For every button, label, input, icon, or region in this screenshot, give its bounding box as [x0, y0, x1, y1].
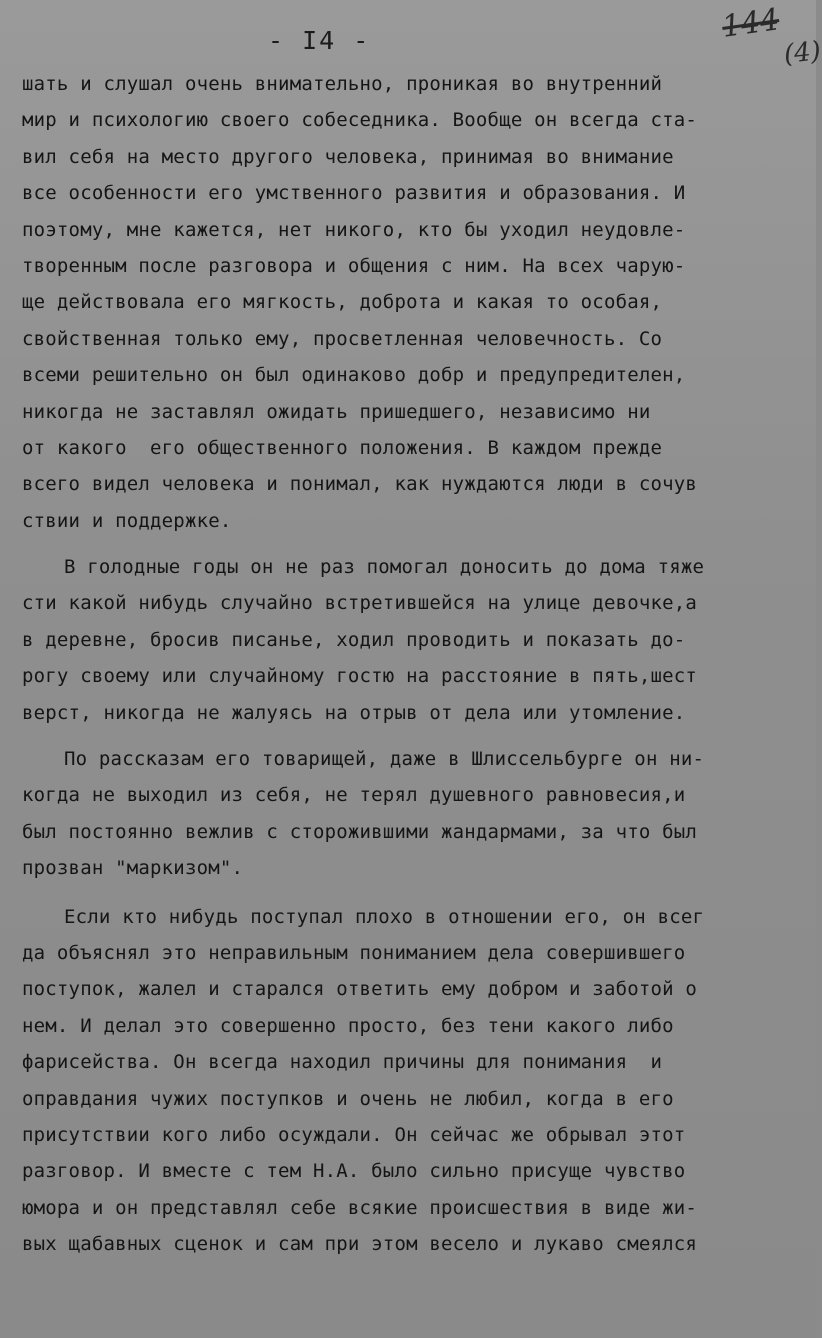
text-line: когда не выходил из себя, не терял душевного равновесия,и — [22, 784, 686, 807]
text-line: оправдания чужих поступков и очень не любил, когда в его — [22, 1087, 674, 1110]
text-line: да объяснял это неправильным пониманием дела совершившего — [22, 941, 686, 964]
text-line: фарисейства. Он всегда находил причины для понимания и — [22, 1051, 663, 1074]
text-line: вил себя на место другого человека, принимая во внимание — [22, 145, 674, 168]
paragraph — [22, 66, 802, 539]
text-line: творенным после разговора и общения с ним. На всех чарую- — [22, 254, 686, 277]
paragraph — [22, 741, 802, 887]
text-line: поступок, жалел и старался ответить ему добром и заботой о — [22, 978, 698, 1001]
archive-folio-mark: 144 — [719, 2, 782, 45]
text-line: никогда не заставлял ожидать пришедшего, независимо ни — [22, 400, 651, 423]
text-line: в деревне, бросив писанье, ходил проводить и показать до- — [22, 628, 686, 651]
paragraph — [22, 899, 802, 1263]
text-line: присутствии кого либо осуждали. Он сейчас же обрывал этот — [22, 1123, 686, 1146]
page-number: - I4 - — [268, 26, 371, 55]
text-line: По рассказам его товарищей, даже в Шлиссельбурге он ни- — [64, 748, 705, 771]
text-line: свойственная только ему, просветленная человечность. Со — [22, 327, 663, 350]
text-line: мир и психологию своего собеседника. Вообще он всегда ста- — [22, 109, 698, 132]
text-line: ще действовала его мягкость, доброта и какая то особая, — [22, 291, 663, 314]
text-line: прозван "маркизом". — [22, 857, 244, 880]
text-line: шать и слушал очень внимательно, проникая во внутренний — [22, 73, 663, 95]
paragraph — [22, 549, 802, 731]
text-line: разговор. И вместе с тем Н.А. было сильно присуще чувство — [22, 1160, 686, 1183]
text-line: все особенности его умственного развития и образования. И — [22, 182, 686, 205]
text-line: Если кто нибудь поступал плохо в отношении его, он всег — [64, 905, 705, 928]
text-line: юмора и он представлял себе всякие происшествия в виде жи- — [22, 1196, 698, 1219]
text-line: всего видел человека и понимал, как нуждаются люди в сочув — [22, 473, 698, 496]
text-line: нем. И делал это совершенно просто, без тени какого либо — [22, 1014, 674, 1037]
text-line: сти какой нибудь случайно встретившейся на улице девочке,а — [22, 592, 698, 615]
text-line: ствии и поддержке. — [22, 509, 232, 532]
text-line: поэтому, мне кажется, нет никого, кто бы уходил неудовле- — [22, 218, 686, 241]
text-line: от какого его общественного положения. В каждом прежде — [22, 436, 663, 459]
text-line: верст, никогда не жалуясь на отрыв от дела или утомление. — [22, 701, 686, 724]
archive-folio-mark-secondary: (4) — [782, 36, 822, 70]
typewritten-text — [22, 66, 802, 1263]
text-line: В голодные годы он не раз помогал доносить до дома тяже — [64, 556, 705, 579]
text-line: всеми решительно он был одинаково добр и предупредителен, — [22, 364, 686, 387]
text-line: рогу своему или случайному гостю на расстояние в пять,шест — [22, 665, 698, 688]
text-line: вых щабавных сценок и сам при этом весело и лукаво смеялся — [22, 1233, 698, 1256]
text-line: был постоянно вежлив с сторожившими жандармами, за что был — [22, 820, 698, 843]
